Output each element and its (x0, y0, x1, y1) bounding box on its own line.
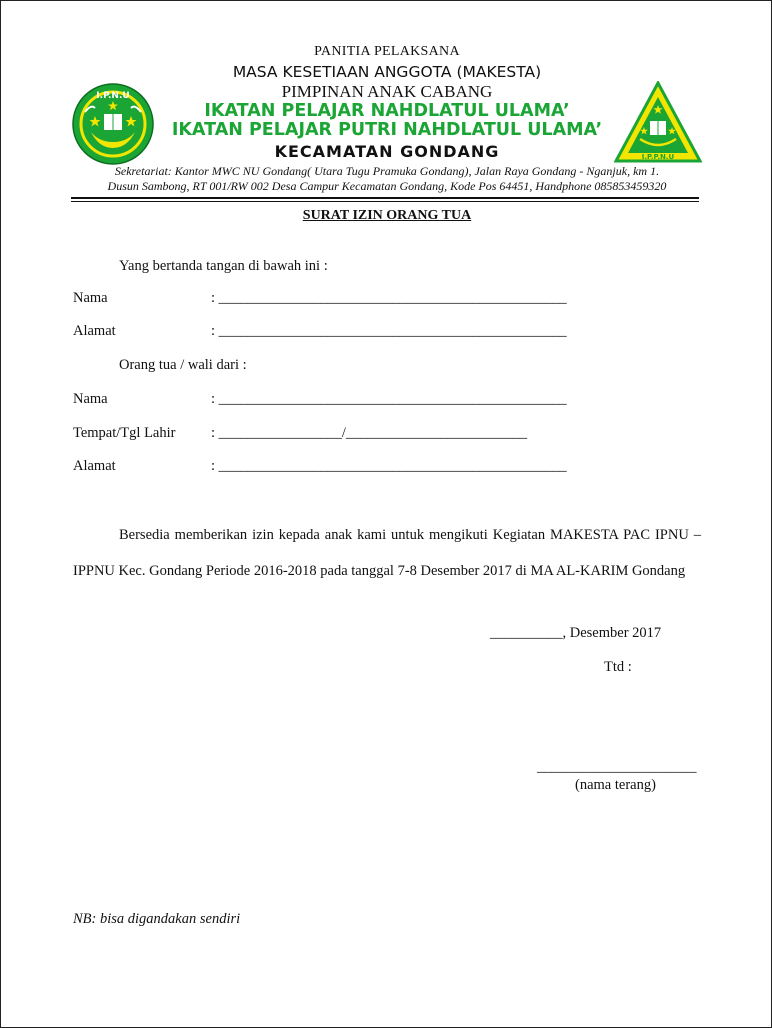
parent-address-label: Alamat (73, 323, 116, 339)
signature-line[interactable]: ______________________ (537, 759, 697, 775)
letter-title: SURAT IZIN ORANG TUA (302, 208, 472, 223)
child-name-field[interactable]: : ________________________________________________ (211, 391, 567, 407)
district-heading: KECAMATAN GONDANG (274, 142, 500, 161)
consent-paragraph: Bersedia memberikan izin kepada anak kami untuk mengikuti Kegiatan MAKESTA PAC IPNU – IPPNU Kec. Gondang Periode 2016-2018 pada tanggal 7-8 Desember 2017 di MA AL-KARIM Gondang (73, 527, 701, 579)
date-line[interactable]: __________, Desember 2017 (490, 625, 662, 641)
signature-label: Ttd : (604, 659, 632, 675)
child-address-field[interactable]: : ________________________________________________ (211, 458, 567, 474)
child-address-label: Alamat (73, 458, 116, 474)
secretariat-address-line2: Dusun Sambong, RT 001/RW 002 Desa Campur Kecamatan Gondang, Kode Pos 64451, Handphone 085853459320 (107, 179, 667, 193)
ipnu-logo-text: I.P.N.U (96, 91, 130, 101)
parent-name-label: Nama (73, 290, 108, 306)
printed-name-label: (nama terang) (575, 777, 656, 793)
intro-text: Yang bertanda tangan di bawah ini : (119, 258, 328, 274)
birth-place-date-label: Tempat/Tgl Lahir (73, 425, 176, 441)
committee-heading: PANITIA PELAKSANA (314, 44, 460, 59)
birth-place-date-field[interactable]: : _________________/_________________________ (211, 425, 528, 441)
footer-note: NB: bisa digandakan sendiri (73, 911, 241, 927)
header-divider-thick (71, 197, 699, 199)
parent-address-field[interactable]: : ________________________________________________ (211, 323, 567, 339)
ippnu-heading: IKATAN PELAJAR PUTRI NAHDLATUL ULAMA’ (171, 120, 603, 140)
parent-name-field[interactable]: : ________________________________________________ (211, 290, 567, 306)
event-heading: MASA KESETIAAN ANGGOTA (MAKESTA) (232, 63, 542, 81)
ipnu-heading: IKATAN PELAJAR NAHDLATUL ULAMA’ (204, 101, 570, 121)
child-name-label: Nama (73, 391, 108, 407)
header-divider-thin (71, 201, 699, 202)
ippnu-logo-text: I.P.P.N.U (641, 153, 675, 161)
guardian-intro-text: Orang tua / wali dari : (119, 357, 247, 373)
branch-heading: PIMPINAN ANAK CABANG (281, 82, 493, 101)
secretariat-address-line1: Sekretariat: Kantor MWC NU Gondang( Utara Tugu Pramuka Gondang), Jalan Raya Gondang - Nganjuk, km 1. (114, 164, 660, 178)
